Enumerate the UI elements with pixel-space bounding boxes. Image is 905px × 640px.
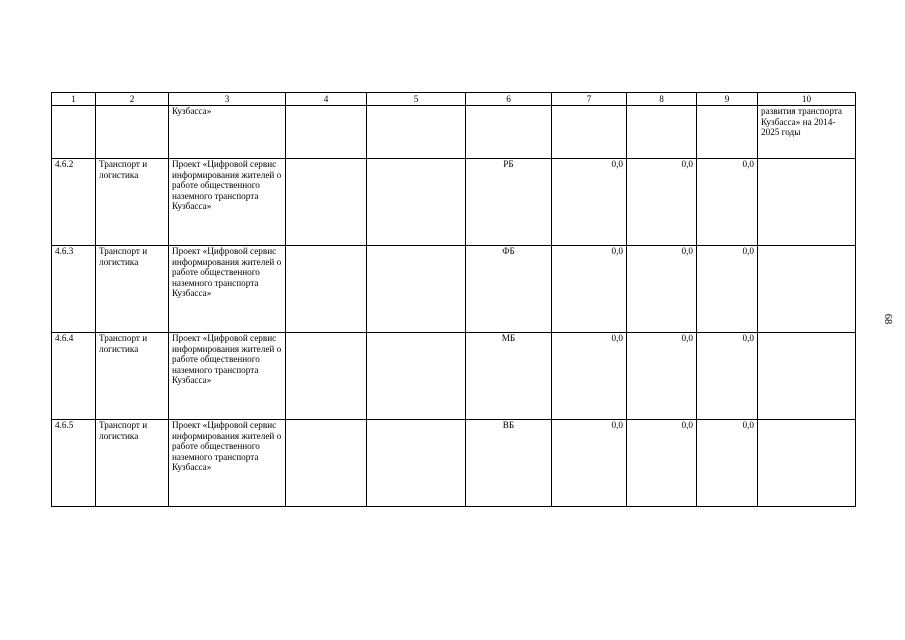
project-name-cell: Кузбасса» — [169, 106, 286, 159]
table-cell — [367, 420, 466, 507]
funding-source-cell: ФБ — [466, 246, 552, 333]
project-name-cell: Проект «Цифровой сервис информирования жителей о работе общественного наземного транспорта Кузбасса» — [169, 159, 286, 246]
table-row — [52, 333, 856, 420]
column-header: 7 — [552, 93, 627, 106]
table-cell — [466, 106, 552, 159]
sector-cell: Транспорт и логистика — [96, 333, 169, 420]
table-cell — [286, 333, 367, 420]
value-cell-8: 0,0 — [627, 159, 697, 246]
value-cell-7: 0,0 — [552, 159, 627, 246]
sector-cell: Транспорт и логистика — [96, 159, 169, 246]
table-cell — [52, 106, 96, 159]
column-header: 8 — [627, 93, 697, 106]
table-cell — [367, 246, 466, 333]
table-row — [52, 420, 856, 507]
column-header: 2 — [96, 93, 169, 106]
table-cell — [286, 246, 367, 333]
value-cell-9: 0,0 — [697, 246, 758, 333]
table-cell — [367, 106, 466, 159]
row-number-cell: 4.6.2 — [52, 159, 96, 246]
row-number-cell: 4.6.3 — [52, 246, 96, 333]
column-header: 5 — [367, 93, 466, 106]
header-row — [52, 93, 856, 106]
value-cell-8: 0,0 — [627, 333, 697, 420]
row-number-cell: 4.6.5 — [52, 420, 96, 507]
table-cell — [552, 106, 627, 159]
table-cell — [367, 333, 466, 420]
program-table — [51, 92, 856, 507]
table-row — [52, 159, 856, 246]
table-cell — [697, 106, 758, 159]
program-name-cell: развития транспорта Кузбасса» на 2014-2025 годы — [758, 106, 856, 159]
table-cell — [286, 159, 367, 246]
project-name-cell: Проект «Цифровой сервис информирования жителей о работе общественного наземного транспорта Кузбасса» — [169, 246, 286, 333]
page-number: 68 — [882, 313, 893, 325]
table-cell — [758, 420, 856, 507]
value-cell-8: 0,0 — [627, 420, 697, 507]
value-cell-7: 0,0 — [552, 246, 627, 333]
table-cell — [286, 420, 367, 507]
sector-cell: Транспорт и логистика — [96, 420, 169, 507]
funding-source-cell: МБ — [466, 333, 552, 420]
continuation-row — [52, 106, 856, 159]
table-row — [52, 246, 856, 333]
column-header: 10 — [758, 93, 856, 106]
column-header: 9 — [697, 93, 758, 106]
value-cell-8: 0,0 — [627, 246, 697, 333]
column-header: 1 — [52, 93, 96, 106]
column-header: 6 — [466, 93, 552, 106]
column-header: 4 — [286, 93, 367, 106]
value-cell-9: 0,0 — [697, 159, 758, 246]
table-cell — [286, 106, 367, 159]
row-number-cell: 4.6.4 — [52, 333, 96, 420]
table-cell — [96, 106, 169, 159]
table-cell — [627, 106, 697, 159]
table-cell — [367, 159, 466, 246]
funding-source-cell: РБ — [466, 159, 552, 246]
table-cell — [758, 246, 856, 333]
sector-cell: Транспорт и логистика — [96, 246, 169, 333]
column-header: 3 — [169, 93, 286, 106]
project-name-cell: Проект «Цифровой сервис информирования жителей о работе общественного наземного транспорта Кузбасса» — [169, 333, 286, 420]
value-cell-7: 0,0 — [552, 420, 627, 507]
value-cell-9: 0,0 — [697, 333, 758, 420]
project-name-cell: Проект «Цифровой сервис информирования жителей о работе общественного наземного транспорта Кузбасса» — [169, 420, 286, 507]
funding-source-cell: ВБ — [466, 420, 552, 507]
value-cell-7: 0,0 — [552, 333, 627, 420]
table-cell — [758, 333, 856, 420]
value-cell-9: 0,0 — [697, 420, 758, 507]
table-cell — [758, 159, 856, 246]
